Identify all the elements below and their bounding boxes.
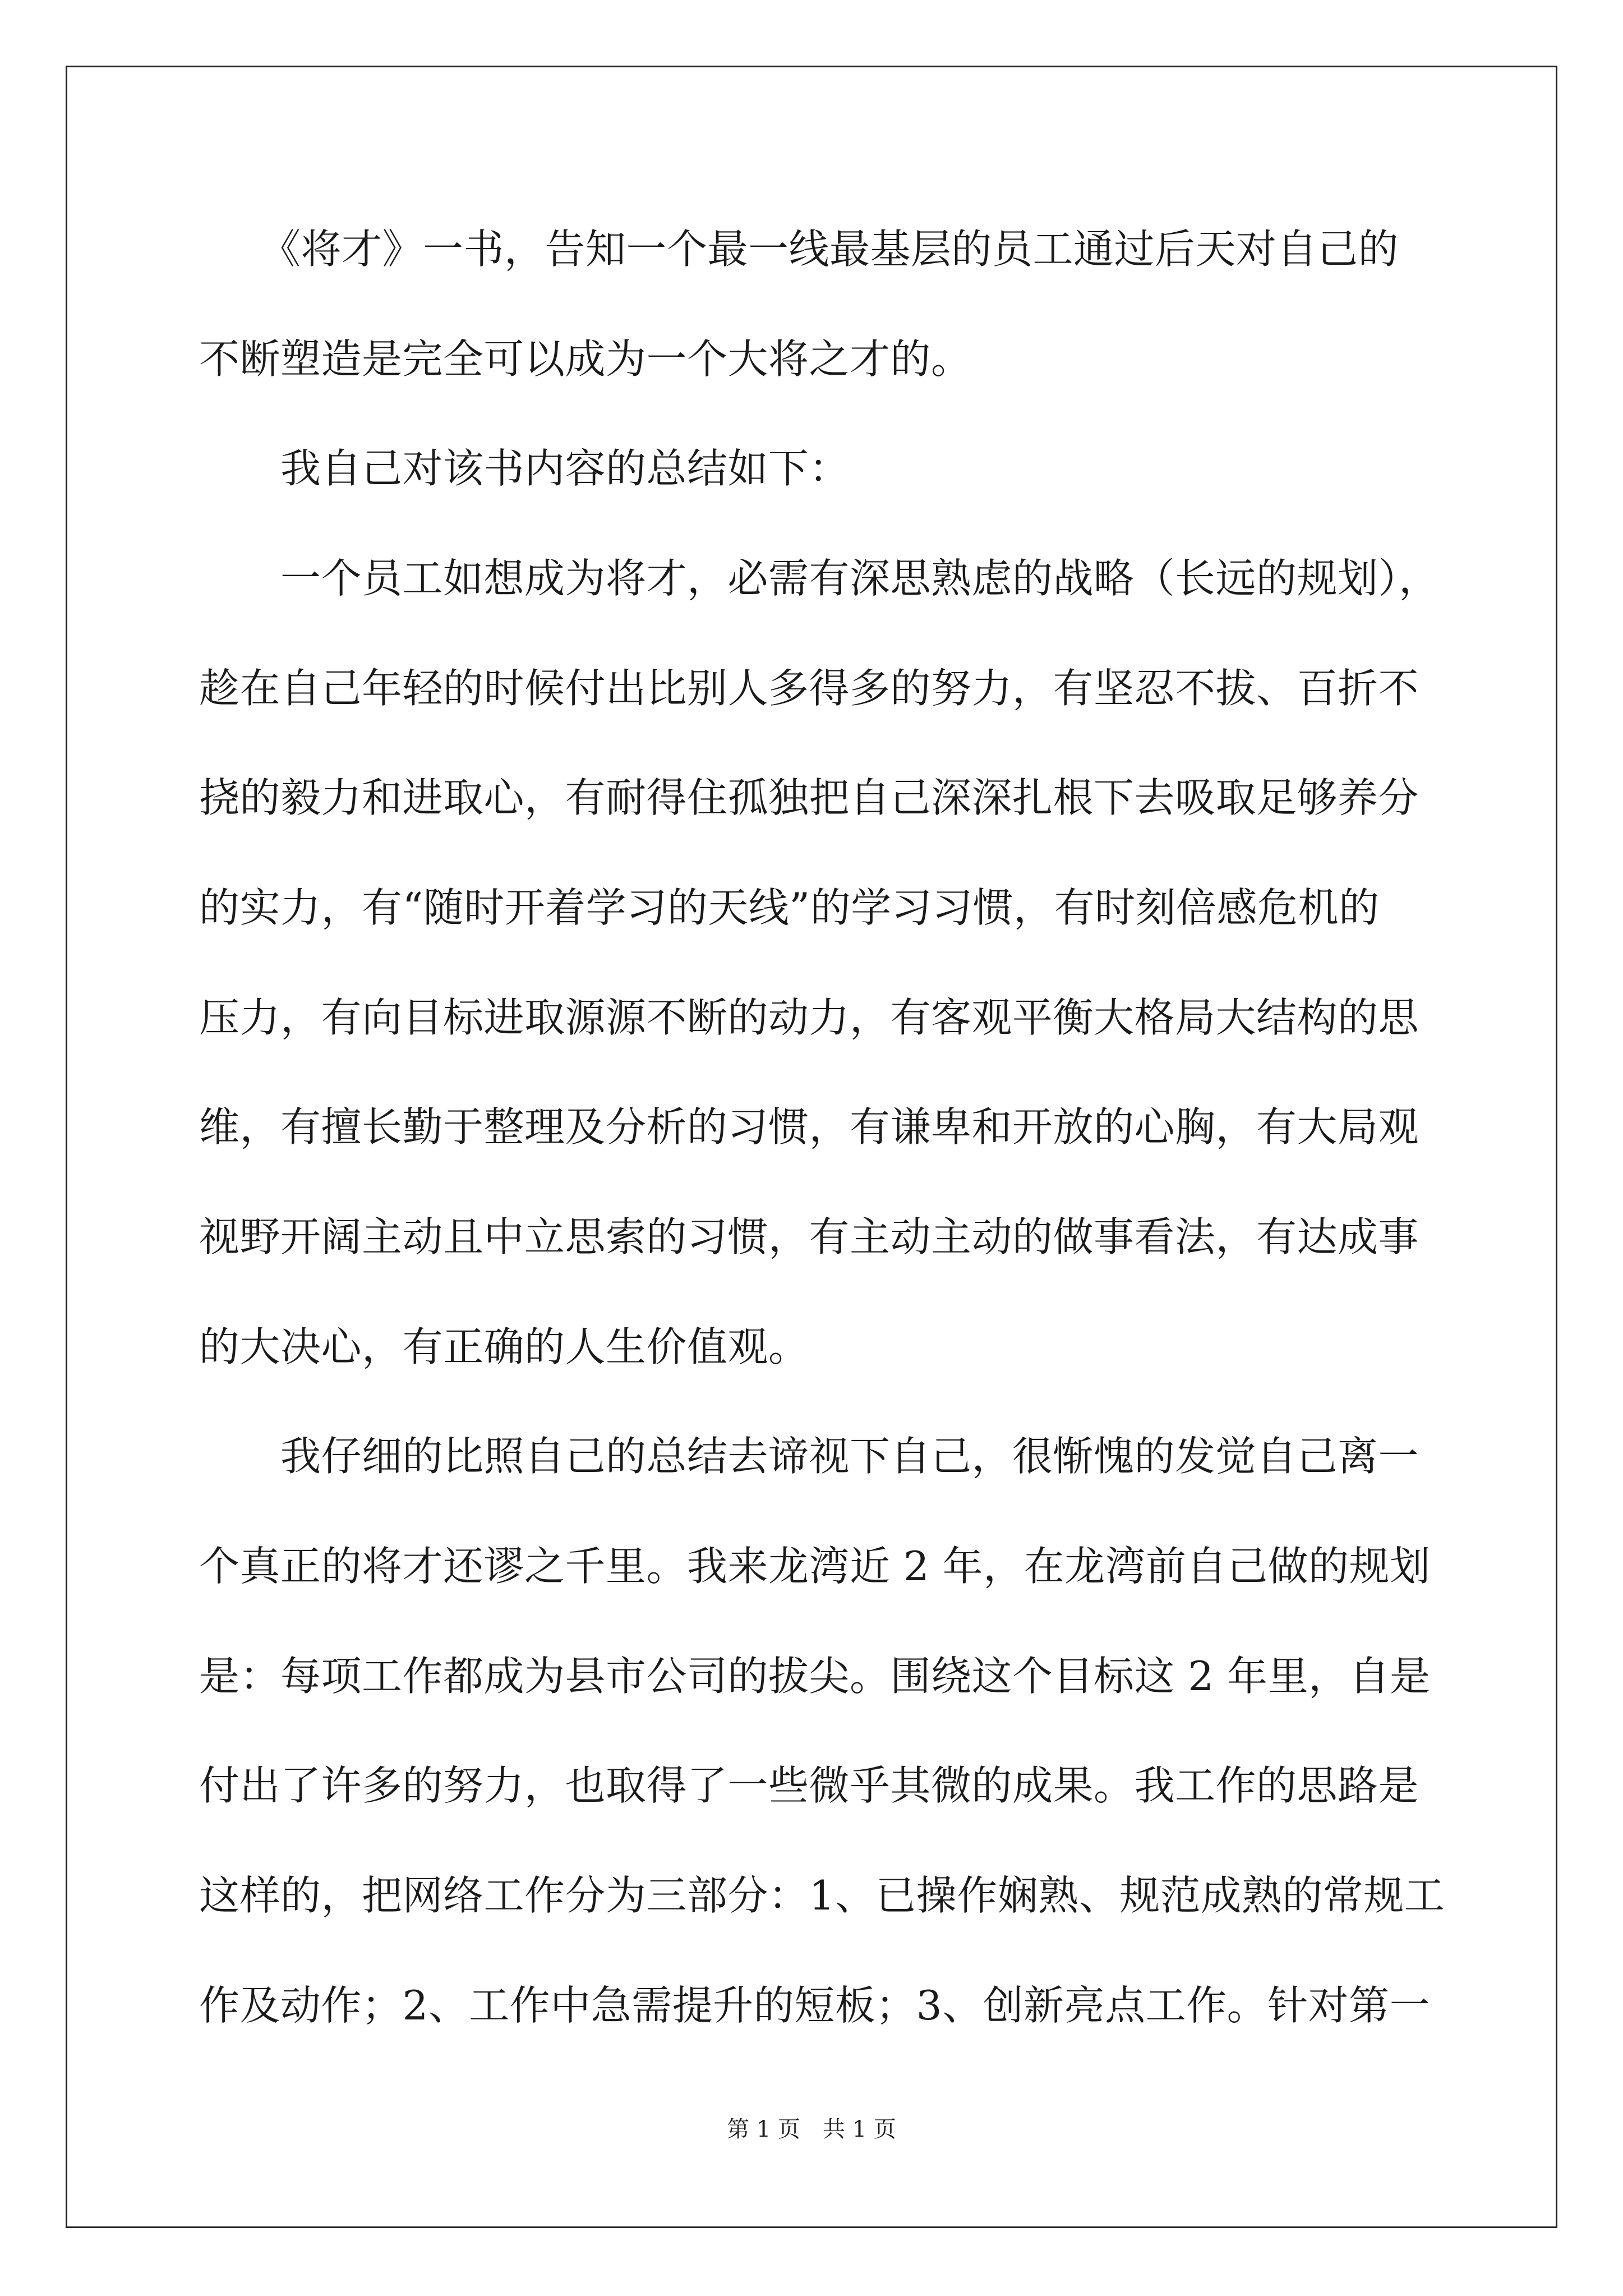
paragraph-line: 挠的毅力和进取心，有耐得住孤独把自己深深扎根下去吸取足够养分 — [199, 774, 1419, 821]
page-number-footer: 第 1 页 共 1 页 — [727, 2116, 896, 2142]
paragraph-line: 视野开阔主动且中立思索的习惯，有主动主动的做事看法，有达成事 — [199, 1213, 1419, 1260]
paragraph-line: 《将才》一书，告知一个最一线最基层的员工通过后天对自己的 — [199, 226, 1399, 273]
paragraph-line: 我仔细的比照自己的总结去谛视下自己，很惭愧的发觉自己离一 — [199, 1433, 1419, 1480]
paragraph-line: 一个员工如想成为将才，必需有深思熟虑的战略（长远的规划）， — [199, 555, 1440, 602]
paragraph-line: 这样的，把网络工作分为三部分：1、已操作娴熟、规范成熟的常规工 — [199, 1872, 1445, 1919]
paragraph-line: 不断塑造是完全可以成为一个大将之才的。 — [199, 335, 972, 383]
paragraph-line: 付出了许多的努力，也取得了一些微乎其微的成果。我工作的思路是 — [199, 1762, 1419, 1809]
paragraph-line: 是：每项工作都成为县市公司的拔尖。围绕这个目标这 2 年里，自是 — [199, 1653, 1431, 1700]
paragraph-line: 维，有擅长勤于整理及分析的习惯，有谦卑和开放的心胸，有大局观 — [199, 1103, 1419, 1151]
paragraph-line: 作及动作；2、工作中急需提升的短板；3、创新亮点工作。针对第一 — [199, 1982, 1431, 2029]
paragraph-line: 我自己对该书内容的总结如下： — [199, 445, 850, 492]
paragraph-line: 的实力，有“随时开着学习的天线”的学习习惯，有时刻倍感危机的 — [199, 884, 1380, 931]
paragraph-line: 个真正的将才还谬之千里。我来龙湾近 2 年，在龙湾前自己做的规划 — [199, 1543, 1431, 1590]
paragraph-line: 的大决心，有正确的人生价值观。 — [199, 1323, 809, 1370]
paragraph-line: 压力，有向目标进取源源不断的动力，有客观平衡大格局大结构的思 — [199, 994, 1419, 1041]
paragraph-line: 趁在自己年轻的时候付出比别人多得多的努力，有坚忍不拔、百折不 — [199, 665, 1419, 712]
